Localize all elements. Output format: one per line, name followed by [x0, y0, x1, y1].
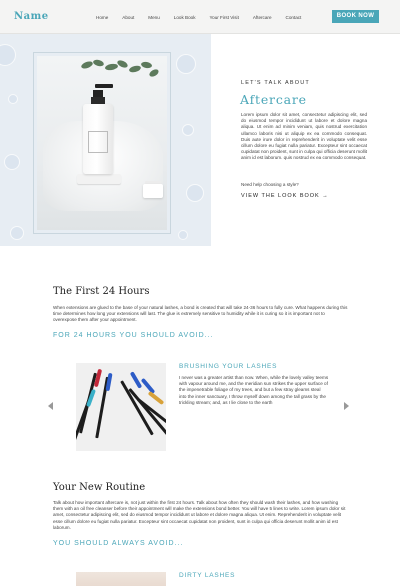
new-routine-title: Your New Routine [53, 482, 146, 493]
cream-jar [143, 184, 163, 198]
view-look-book-link[interactable]: VIEW THE LOOK BOOK → [241, 193, 329, 199]
brushing-lashes-title: BRUSHING YOUR LASHES [179, 363, 278, 370]
bubble-decoration [0, 44, 16, 66]
top-navbar [0, 0, 400, 34]
brushing-lashes-text: I never was a greater artist than now. When, while the lovely valley teems with vapour around me, and the meridian sun strikes the upper surface of the impenetrable foliage of my trees, and but a few stray gleams steal into the inner sanctuary, I throw myself down among the tall grass by the trickling stream; and, as I lie close to the earth [179, 375, 329, 405]
new-routine-text: Talk about how important aftercare is, not just within the first 24 hours. Talk about how often they should wash their lashes, and how washing them with an oil free cleanser before their appointment will make the extensions bond better. You will have 5 lines to write. Lorem ipsum dolor sit amet, consectetur adipiscing elit, sed do eiusmod tempor incididunt ut labore et dolore magna aliqua. Ut enim. Reprehenderit in voluptate velit esse cillum dolore eu fugiat nulla pariatur. Excepteur sint occaecat cupidatat non proident, sunt in culpa qui officia deserunt mollit anim id est laborum. [53, 500, 346, 530]
leaf-decoration [92, 59, 104, 68]
site-logo[interactable]: Name [14, 11, 49, 22]
first-24-hours-title: The First 24 Hours [53, 286, 150, 297]
bubble-decoration [178, 230, 188, 240]
nav-link-contact[interactable]: Contact [285, 15, 302, 20]
nav-link-about[interactable]: About [122, 15, 135, 20]
hero-eyebrow: LET'S TALK ABOUT [241, 80, 310, 86]
carousel-next-button[interactable] [344, 402, 349, 410]
book-now-button[interactable]: BOOK NOW [332, 10, 379, 23]
leaf-decoration [116, 59, 129, 69]
leaf-decoration [105, 63, 119, 71]
hero-text-panel [211, 34, 400, 246]
hero-body-text: Lorem ipsum dolor sit amet, consectetur adipiscing elit, sed do eiusmod tempor incididunt ut labore et dolore magna aliqua. Ut enim ad minim veniam, quis nostrud exercitation ullamco laboris nisi ut aliquip ex ea commodo consequat. Duis aute irure dolor in reprehenderit in voluptate velit esse cillum dolore eu fugiat nulla pariatur. Excepteur sint occaecat cupidatat non proident, sunt in culpa qui officia deserunt mollit anim id est laborum. quis nostrud ex ea commodo consequat. [241, 112, 367, 161]
carousel-prev-button[interactable] [48, 402, 53, 410]
bubble-decoration [4, 154, 20, 170]
wand-bristles [105, 373, 112, 391]
always-avoid-heading: YOU SHOULD ALWAYS AVOID... [53, 540, 184, 547]
nav-links [96, 15, 315, 20]
hero-title: Aftercare [240, 92, 307, 107]
nav-link-first-visit[interactable]: Your First Visit [209, 15, 239, 20]
leaf-decoration [148, 68, 160, 78]
dirty-lashes-photo [76, 572, 166, 586]
bubble-decoration [176, 54, 196, 74]
leaf-decoration [80, 60, 93, 70]
bottle-label [88, 131, 108, 153]
lash-brushes-photo [76, 363, 166, 451]
nav-link-home[interactable]: Home [96, 15, 109, 20]
leaf-decoration [141, 61, 153, 69]
dirty-lashes-title: DIRTY LASHES [179, 572, 236, 579]
wand-bristles [94, 369, 102, 387]
hero-image-panel [0, 34, 211, 246]
leaf-decoration [128, 65, 141, 74]
aftercare-product-photo [37, 56, 167, 230]
wand-bristles [86, 389, 96, 407]
first-24-hours-text: When extensions are glued to the base of your natural lashes, a bond is created that will take 24-36 hours to fully cure. What happens during this time determines how long your extensions will last. The glue is extremely sensitive to humidity while it is curing so it is important not to overexpose them after your appointment. [53, 305, 348, 323]
bubble-decoration [8, 94, 18, 104]
nav-link-look-book[interactable]: Look Book [173, 15, 196, 20]
nav-link-aftercare[interactable]: Aftercare [252, 15, 272, 20]
bubble-decoration [10, 226, 24, 240]
wand-bristles [148, 391, 165, 405]
stone-tray [77, 174, 121, 184]
bubble-decoration [182, 124, 194, 136]
avoid-24-hours-heading: FOR 24 HOURS YOU SHOULD AVOID... [53, 332, 214, 339]
style-help-question: Need help choosing a style? [241, 182, 299, 187]
bubble-decoration [186, 184, 204, 202]
photo-frame [33, 52, 171, 234]
nav-link-menu[interactable]: Menu [148, 15, 160, 20]
pump-spout [95, 84, 113, 88]
